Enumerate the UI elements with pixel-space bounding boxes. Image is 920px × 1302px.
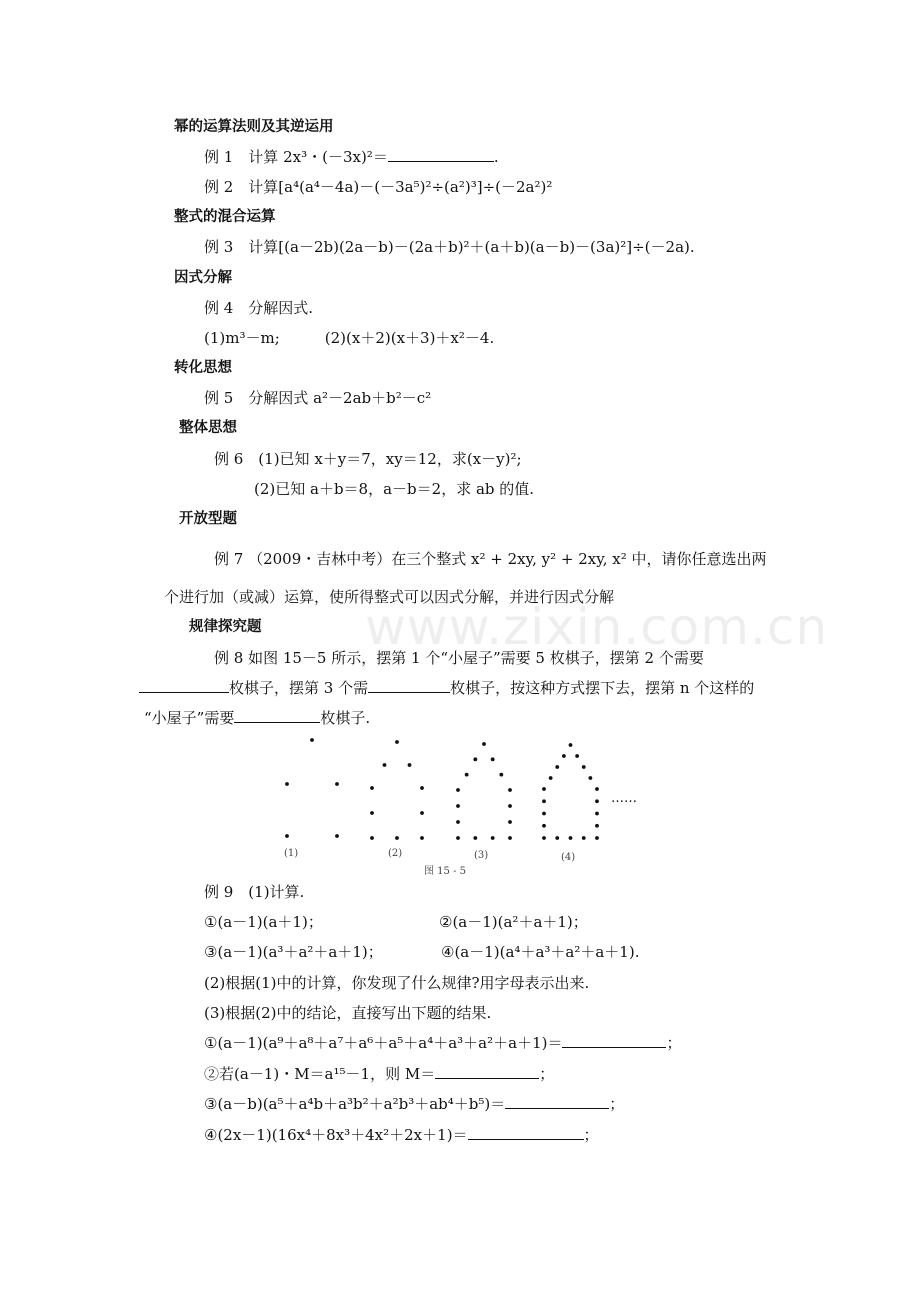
chess-piece-dot <box>420 786 424 790</box>
chess-piece-dot <box>575 754 579 758</box>
chess-piece-dot <box>285 782 289 786</box>
figure-label-1: (1) <box>284 848 299 859</box>
example-9-item-2: ②(a－1)(a²＋a＋1)； <box>439 913 588 931</box>
example-1-end: . <box>493 148 499 166</box>
section-title-pattern: 规律探究题 <box>189 619 262 635</box>
chess-piece-dot <box>335 834 339 838</box>
example-8-text: 枚棋子，摆第 3 个需 <box>229 679 369 697</box>
question-1 <box>204 1033 682 1053</box>
chess-piece-dot <box>569 743 573 747</box>
chess-piece-dot <box>370 786 374 790</box>
chess-piece-dot <box>555 765 559 769</box>
example-9-item-4: ④(a－1)(a⁴＋a³＋a²＋a＋1). <box>441 943 640 961</box>
section-title-open-ended: 开放型题 <box>179 511 237 527</box>
chess-piece-dot <box>456 836 460 840</box>
chess-piece-dot <box>542 824 546 828</box>
semicolon: ； <box>583 1126 599 1144</box>
chess-piece-dot <box>549 776 553 780</box>
chess-piece-dot <box>285 834 289 838</box>
example-4-parts: (1)m³－m; (2)(x＋2)(x＋3)＋x²－4. <box>204 329 495 347</box>
chess-piece-dot <box>456 788 460 792</box>
chess-piece-dot <box>420 811 424 815</box>
question-2-text: ②若(a－1)・M＝a¹⁵－1，则 M＝ <box>204 1065 436 1083</box>
answer-blank <box>505 1094 609 1109</box>
chess-piece-dot <box>420 836 424 840</box>
chess-piece-dot <box>555 836 559 840</box>
answer-blank <box>468 1125 584 1140</box>
chess-piece-dot <box>508 804 512 808</box>
figure-ellipsis: …… <box>611 791 637 806</box>
question-2 <box>204 1064 554 1084</box>
chess-piece-dot <box>562 754 566 758</box>
example-1 <box>204 147 499 167</box>
section-title-transformation: 转化思想 <box>174 360 232 376</box>
example-8-text: 枚棋子，按这种方式摆下去，摆第 n 个这样的 <box>450 679 755 697</box>
figure-caption: 图 15 - 5 <box>424 866 467 877</box>
section-title-factorization: 因式分解 <box>174 270 232 286</box>
chess-piece-dot <box>473 757 477 761</box>
answer-blank <box>139 678 229 693</box>
question-4 <box>204 1125 599 1145</box>
example-6-part-2: (2)已知 a＋b＝8，a－b＝2，求 ab 的值. <box>254 480 535 498</box>
chess-piece-dot <box>595 787 599 791</box>
chess-piece-dot <box>395 836 399 840</box>
semicolon: ； <box>609 1095 625 1113</box>
chess-piece-dot <box>569 836 573 840</box>
example-2: 例 2 计算[a⁴(a⁴－4a)－(－3a⁵)²÷(a²)³]÷(－2a²)² <box>204 178 553 196</box>
chess-piece-dot <box>370 811 374 815</box>
watermark: www.zixin.com.cn <box>365 598 829 656</box>
example-8-text: “小屋子”需要 <box>144 709 235 727</box>
figure-label-2: (2) <box>388 848 403 859</box>
figure-label-4: (4) <box>561 852 576 863</box>
chess-piece-dot <box>542 799 546 803</box>
answer-blank <box>234 708 320 723</box>
example-1-text: 例 1 计算 2x³・(－3x)²＝ <box>204 148 388 166</box>
chess-piece-dot <box>542 836 546 840</box>
chess-piece-dot <box>582 765 586 769</box>
example-8-line-1: 例 8 如图 15－5 所示，摆第 1 个“小屋子”需要 5 枚棋子，摆第 2 个需要 <box>214 649 704 667</box>
question-3 <box>204 1094 624 1114</box>
example-9-item-3: ③(a－1)(a³＋a²＋a＋1)； <box>204 943 383 961</box>
figure-label-3: (3) <box>474 850 489 861</box>
chess-piece-dot <box>335 782 339 786</box>
chess-piece-dots <box>285 738 599 840</box>
chess-piece-dot <box>508 788 512 792</box>
example-9: 例 9 (1)计算. <box>204 883 305 901</box>
chess-piece-dot <box>491 836 495 840</box>
example-4: 例 4 分解因式. <box>204 299 314 317</box>
example-7-line-1: 例 7 （2009・吉林中考）在三个整式 x² + 2xy, y² + 2xy, x² 中，请你任意选出两 <box>214 550 767 568</box>
example-9-part-2: (2)根据(1)中的计算，你发现了什么规律?用字母表示出来. <box>204 974 590 992</box>
example-8-line-3 <box>144 708 370 728</box>
semicolon: ； <box>539 1065 555 1083</box>
section-title-power-rules: 幂的运算法则及其逆运用 <box>174 119 334 135</box>
question-1-text: ①(a－1)(a⁹＋a⁸＋a⁷＋a⁶＋a⁵＋a⁴＋a³＋a²＋a＋1)＝ <box>204 1034 563 1052</box>
chess-piece-dot <box>595 812 599 816</box>
semicolon: ； <box>666 1034 682 1052</box>
chess-piece-dot <box>508 820 512 824</box>
figure-15-5 <box>270 732 660 880</box>
chess-piece-dot <box>508 836 512 840</box>
chess-piece-dot <box>595 824 599 828</box>
example-3: 例 3 计算[(a－2b)(2a－b)－(2a＋b)²＋(a＋b)(a－b)－(3a)²]÷(－2a). <box>204 238 695 256</box>
chess-piece-dot <box>499 773 503 777</box>
chess-piece-dot <box>395 740 399 744</box>
chess-piece-dot <box>542 787 546 791</box>
chess-piece-dot <box>310 738 314 742</box>
example-9-item-1: ①(a－1)(a＋1)； <box>204 913 323 931</box>
question-3-text: ③(a－b)(a⁵＋a⁴b＋a³b²＋a²b³＋ab⁴＋b⁵)＝ <box>204 1095 506 1113</box>
example-7-line-2: 个进行加（或减）运算，使所得整式可以因式分解，并进行因式分解 <box>164 588 615 606</box>
chess-piece-dot <box>456 804 460 808</box>
example-5: 例 5 分解因式 a²－2ab＋b²－c² <box>204 389 432 407</box>
chess-piece-dot <box>456 820 460 824</box>
answer-blank <box>562 1033 666 1048</box>
chess-piece-dot <box>383 763 387 767</box>
chess-piece-dot <box>595 836 599 840</box>
section-title-holistic: 整体思想 <box>179 420 237 436</box>
chess-piece-dot <box>595 799 599 803</box>
chess-piece-dot <box>482 742 486 746</box>
chess-piece-dot <box>465 773 469 777</box>
chess-piece-dot <box>542 812 546 816</box>
answer-blank <box>368 678 450 693</box>
example-6-part-1: 例 6 (1)已知 x＋y＝7，xy＝12，求(x－y)²; <box>214 450 522 468</box>
chess-piece-dot <box>588 776 592 780</box>
chess-piece-dot <box>370 836 374 840</box>
chess-piece-dot <box>408 763 412 767</box>
chess-piece-dot <box>582 836 586 840</box>
example-8-text: 枚棋子. <box>320 709 371 727</box>
example-8-line-2 <box>139 678 754 698</box>
example-9-part-3: (3)根据(2)中的结论，直接写出下题的结果. <box>204 1004 492 1022</box>
section-title-mixed-operations: 整式的混合运算 <box>174 209 276 225</box>
question-4-text: ④(2x－1)(16x⁴＋8x³＋4x²＋2x＋1)＝ <box>204 1126 468 1144</box>
answer-blank <box>388 147 494 162</box>
answer-blank <box>435 1064 539 1079</box>
chess-piece-dot <box>473 836 477 840</box>
chess-piece-dot <box>491 757 495 761</box>
